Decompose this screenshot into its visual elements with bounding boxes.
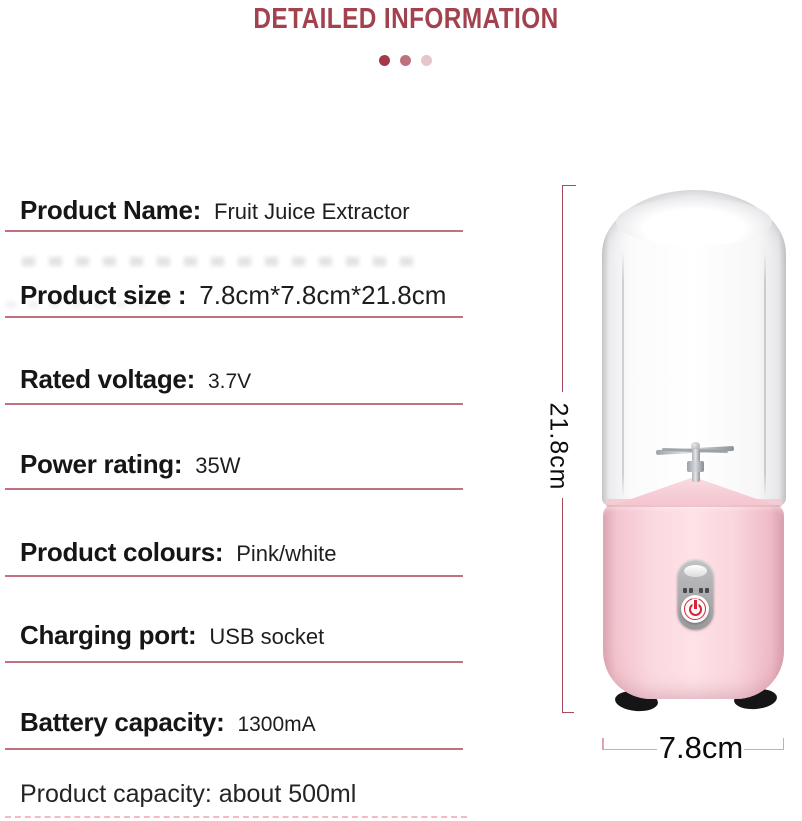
dimension-tick-bottom: [562, 712, 574, 714]
page-title: DETAILED INFORMATION: [253, 3, 559, 35]
spec-value: 3.7V: [207, 370, 252, 393]
spec-value: 35W: [195, 453, 241, 478]
spec-label: Power rating:: [20, 449, 183, 479]
spec-row-product-capacity: Product capacity: about 500ml: [5, 776, 467, 818]
dimension-tick-top: [562, 185, 576, 187]
cup-ridge: [764, 252, 766, 498]
blade-nut: [687, 461, 704, 472]
power-icon-bar: [694, 600, 697, 609]
width-dimension-label: 7.8cm: [658, 730, 744, 765]
spec-label: Charging port:: [20, 620, 197, 650]
dimension-line-vertical: [562, 498, 564, 713]
spec-value: Fruit Juice Extractor: [214, 199, 410, 224]
panel-label-marks: [683, 588, 709, 593]
height-dimension-text: 21.8cm: [544, 402, 573, 490]
height-dimension-label: [538, 400, 578, 492]
spec-label: Product Name:: [20, 195, 202, 225]
spec-label: Product colours:: [20, 537, 224, 567]
spec-value: USB socket: [209, 624, 325, 649]
dimension-line-horizontal: [744, 749, 784, 751]
cup-ridge: [622, 252, 624, 498]
spec-value: Pink/white: [236, 541, 337, 566]
spec-label: Rated voltage:: [20, 364, 195, 394]
dimension-line-vertical: [562, 185, 564, 392]
power-button-icon: [681, 595, 709, 623]
dimension-line-horizontal: [602, 749, 657, 751]
spec-value: 1300mA: [237, 713, 316, 736]
spec-label: Battery capacity:: [20, 707, 225, 737]
dimension-tick-right: [783, 738, 785, 750]
spec-value: 7.8cm*7.8cm*21.8cm: [199, 280, 447, 310]
indicator-window: [684, 565, 707, 577]
spec-label: Product size :: [20, 280, 187, 310]
